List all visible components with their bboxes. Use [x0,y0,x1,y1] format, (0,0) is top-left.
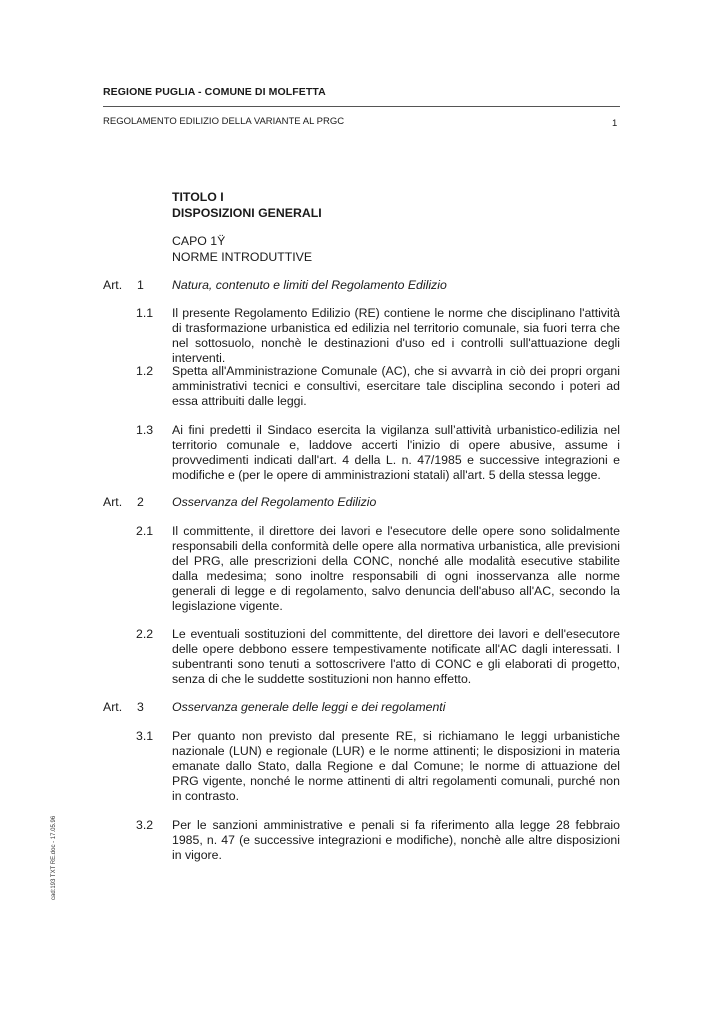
article-label: Art. [103,700,123,714]
section-number: 3.1 [136,729,154,743]
section-text: Il presente Regolamento Edilizio (RE) contiene le norme che disciplinano l'attività di trasformazione urbanistica ed edilizia nel territorio comunale, sia fuori terra che nel sottosuolo, nonchè le destinazioni d'uso ed i controlli sull'attuazione degli interventi. [172,306,620,365]
section-number: 1.2 [136,364,154,378]
section-number: 1.3 [136,423,154,437]
article-title: Osservanza generale delle leggi e dei regolamenti [172,700,446,714]
article-title: Osservanza del Regolamento Edilizio [172,495,377,509]
article-number: 2 [137,495,144,509]
section-text: Le eventuali sostituzioni del committente, del direttore dei lavori e dell'esecutore delle opere debbono essere tempestivamente notificate all'AC dagli interessati. I subentranti sono tenuti a sottoscrivere l'atto di CONC e gli elaborati di progetto, senza di che le suddette sostituzioni non hanno effetto. [172,627,620,686]
header-subtitle: REGOLAMENTO EDILIZIO DELLA VARIANTE AL PRGC [103,116,345,127]
titolo-heading [172,189,322,221]
section-text: Il committente, il direttore dei lavori e l'esecutore delle opere sono solidalmente responsabili della conformità delle opere alla normativa urbanistica, alle previsioni del PRG, alle prescrizioni della CONC, nonché alle modalità esecutive stabilite dalla medesima; sono inoltre responsabili di ogni inosservanza alle norme generali di legge e di regolamento, salvo denuncia dell'abuso all'AC, secondo la legislazione vigente. [172,524,620,613]
article-number: 3 [137,700,144,714]
titolo-line-1: TITOLO I [172,190,224,204]
section-text: Per quanto non previsto dal presente RE, si richiamano le leggi urbanistiche nazionale (LUN) e regionale (LUR) e le norme attinenti; le disposizioni in materia emanate dallo Stato, dalla Regione e dal Comune; le norme di attuazione del PRG vigente, nonché le norme attinenti di altri regolamenti comunali, purché non in contrasto. [172,729,620,803]
article-label: Art. [103,278,123,292]
header-title: REGIONE PUGLIA - COMUNE DI MOLFETTA [103,86,326,98]
section-number: 3.2 [136,818,154,832]
titolo-line-2: DISPOSIZIONI GENERALI [172,206,322,220]
article-label: Art. [103,495,123,509]
section-number: 2.1 [136,524,154,538]
capo-heading [172,233,312,265]
section-text: Per le sanzioni amministrative e penali si fa riferimento alla legge 28 febbraio 1985, n. 47 (e successive integrazioni e modifiche), nonchè alle altre disposizioni in vigore. [172,818,620,862]
section-text: Spetta all'Amministrazione Comunale (AC), che si avvarrà in ciò dei propri organi amministrativi tecnici e consultivi, esercitare tale disciplina secondo i poteri ad essa attribuiti dalle leggi. [172,364,620,408]
section-number: 2.2 [136,627,154,641]
capo-line-2: NORME INTRODUTTIVE [172,250,313,264]
section-text: Ai fini predetti il Sindaco esercita la vigilanza sull’attività urbanistico-edilizia nel territorio comunale e, laddove accerti l'inizio di opere abusive, assume i provvedimenti indicati dall'art. 4 della L. n. 47/1985 e successive integrazioni e modifiche e (per le opere di amministrazioni statali) all'art. 5 della stessa legge. [172,423,620,482]
section-number: 1.1 [136,306,154,320]
article-title: Natura, contenuto e limiti del Regolamento Edilizio [172,278,447,292]
page-number: 1 [612,118,618,129]
article-number: 1 [137,278,144,292]
file-reference-note: cad:193 TXT RE.doc - 17.05.96 [51,815,57,900]
header-divider [103,106,620,107]
capo-line-1: CAPO 1Ÿ [172,234,226,248]
